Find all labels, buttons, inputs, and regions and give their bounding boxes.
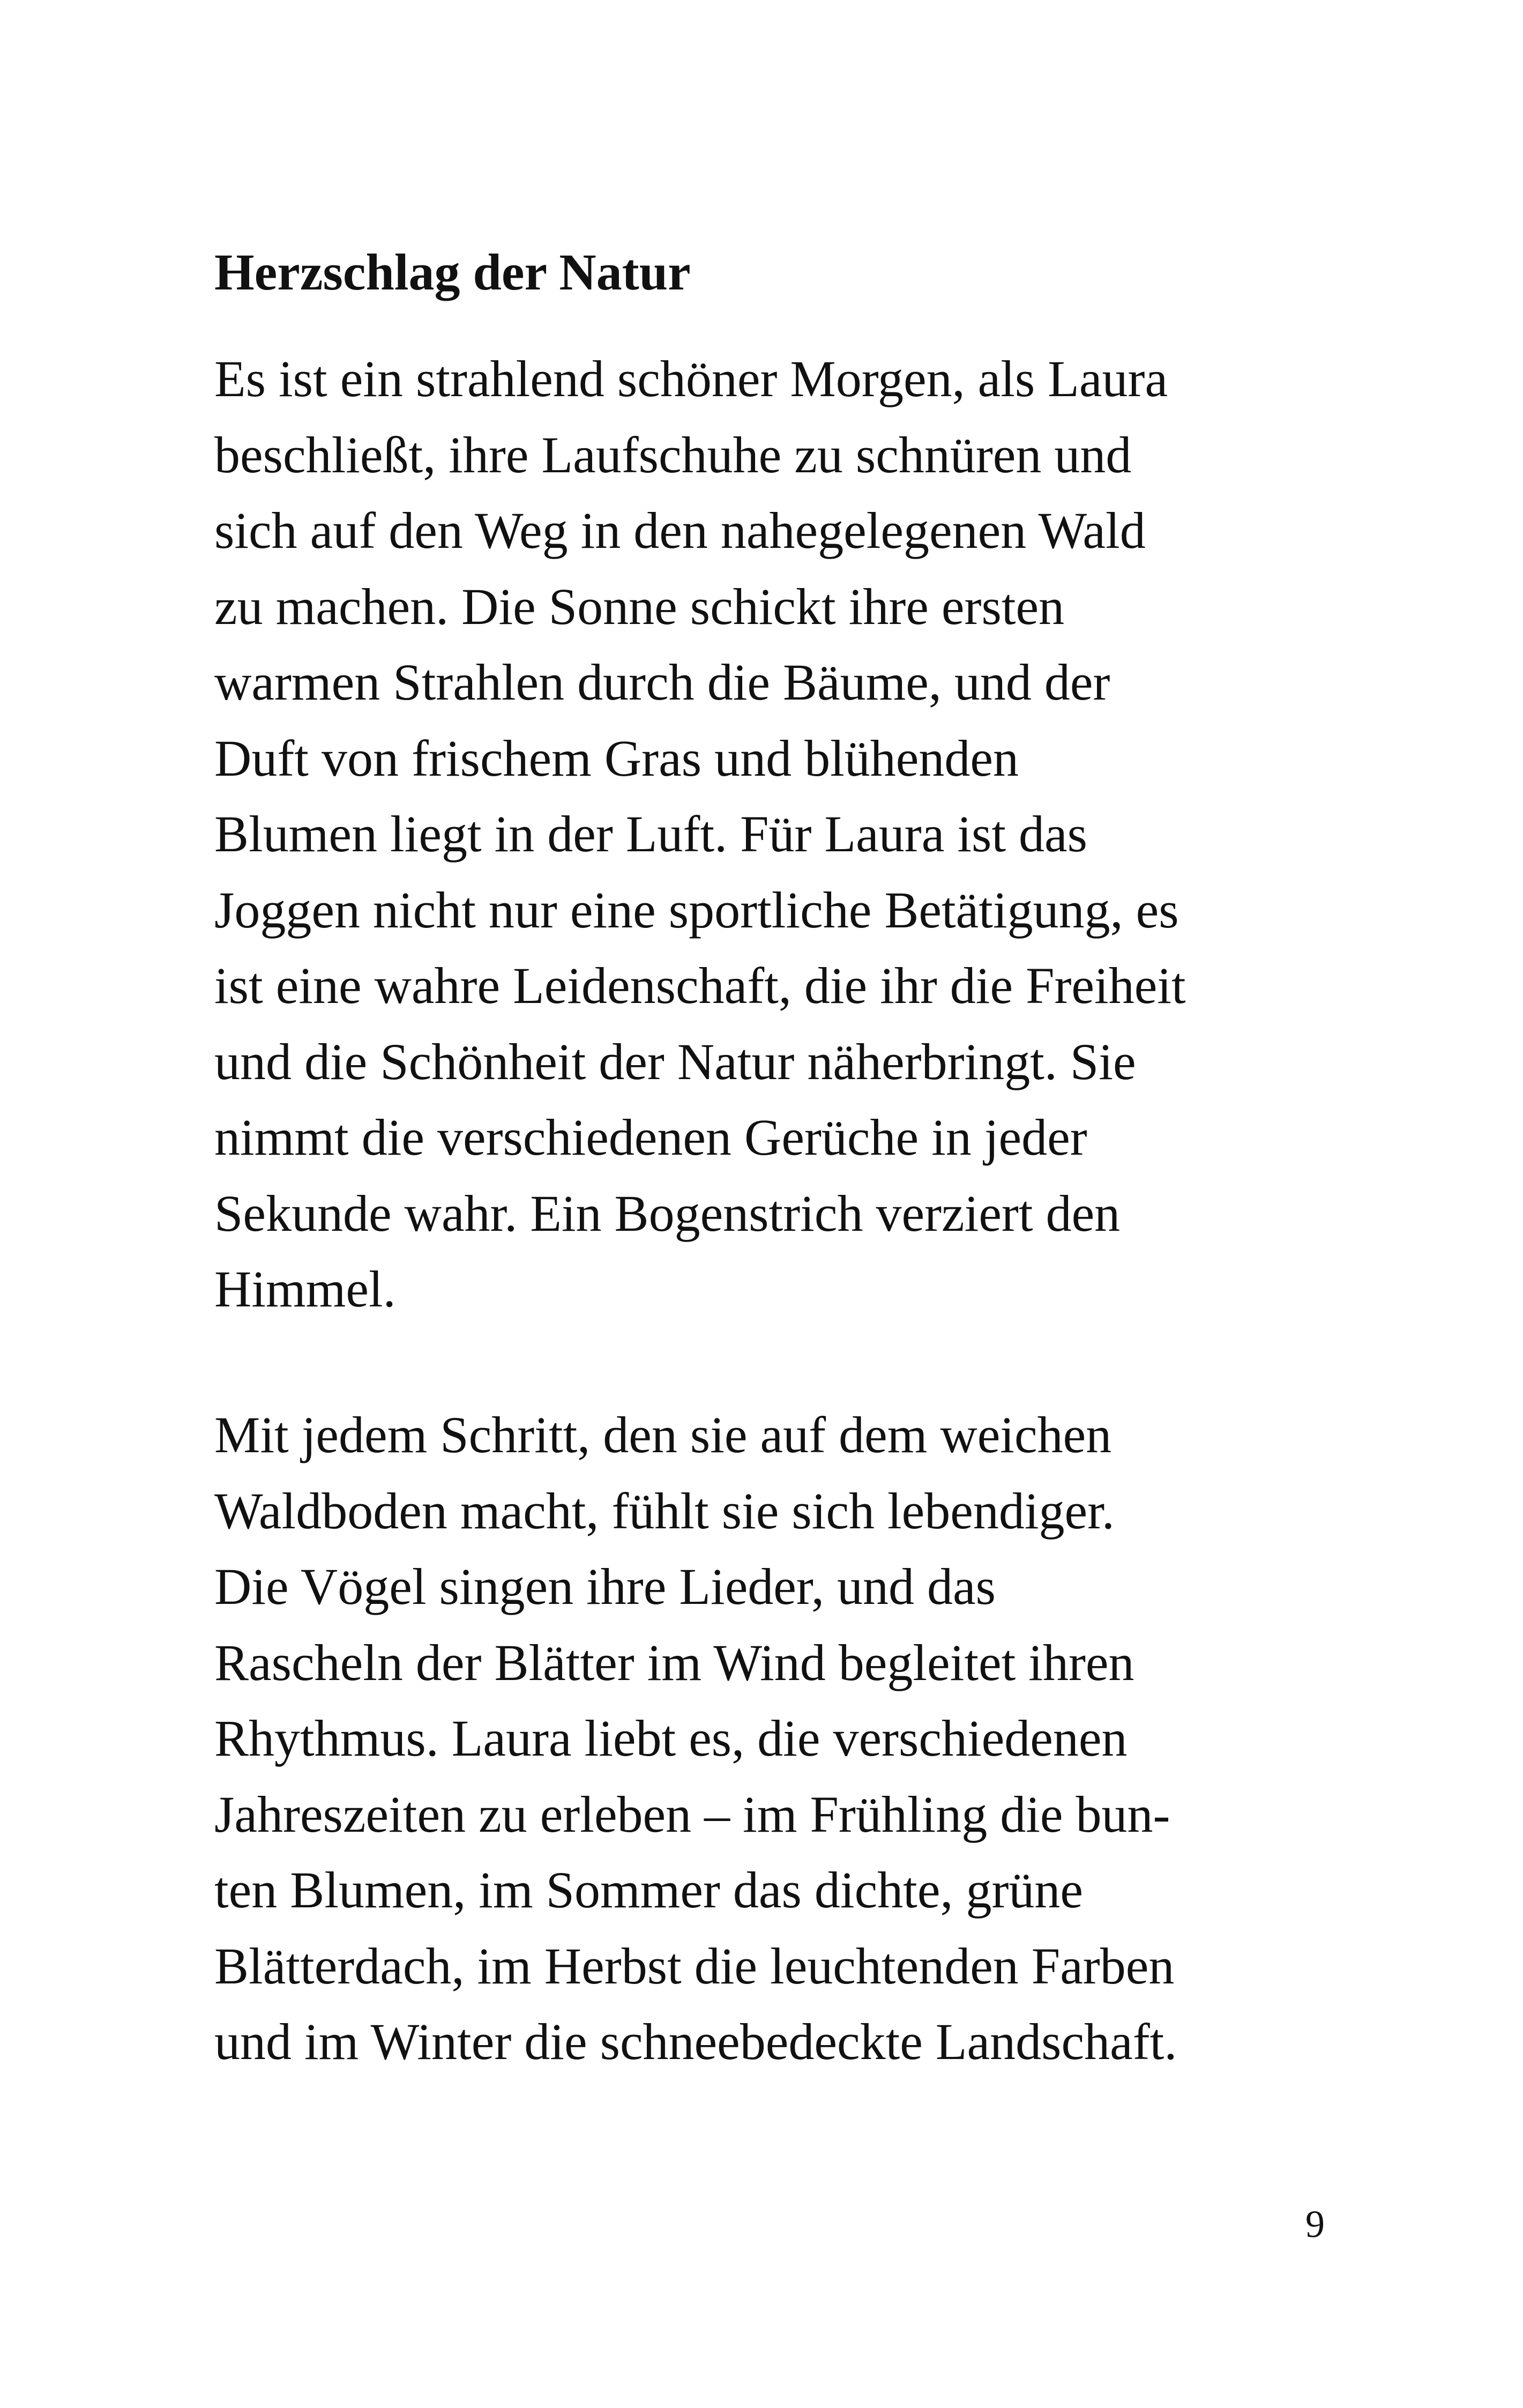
- page-number: 9: [1305, 2203, 1325, 2246]
- paragraph-1: [214, 341, 1329, 1327]
- chapter-title: Herzschlag der Natur: [214, 243, 691, 301]
- text-line: zu machen. Die Sonne schickt ihre ersten: [214, 577, 1065, 635]
- text-line: und im Winter die schneebedeckte Landschaft.: [214, 2013, 1177, 2070]
- text-line: ist eine wahre Leidenschaft, die ihr die Freiheit: [214, 957, 1186, 1014]
- text-line: Die Vögel singen ihre Lieder, und das: [214, 1558, 996, 1615]
- text-line: sich auf den Weg in den nahegelegenen Wald: [214, 502, 1146, 559]
- text-line: Waldboden macht, fühlt sie sich lebendiger.: [214, 1482, 1115, 1540]
- text-line: Himmel.: [214, 1260, 396, 1318]
- text-line: ten Blumen, im Sommer das dichte, grüne: [214, 1861, 1084, 1919]
- text-line: und die Schönheit der Natur näherbringt. Sie: [214, 1032, 1136, 1090]
- text-line: Rascheln der Blätter im Wind begleitet ihren: [214, 1633, 1134, 1691]
- text-line: Duft von frischem Gras und blühenden: [214, 729, 1019, 787]
- paragraph-2: [214, 1397, 1329, 2080]
- text-line: beschließt, ihre Laufschuhe zu schnüren und: [214, 426, 1132, 484]
- text-line: Blätterdach, im Herbst die leuchtenden Farben: [214, 1937, 1175, 1995]
- text-line: Jahreszeiten zu erleben – im Frühling die bun-: [214, 1785, 1170, 1843]
- text-line: Mit jedem Schritt, den sie auf dem weichen: [214, 1406, 1112, 1463]
- text-line: warmen Strahlen durch die Bäume, und der: [214, 653, 1110, 711]
- text-line: Rhythmus. Laura liebt es, die verschiedenen: [214, 1710, 1128, 1767]
- text-line: Blumen liegt in der Luft. Für Laura ist das: [214, 805, 1087, 863]
- text-line: Es ist ein strahlend schöner Morgen, als Laura: [214, 350, 1168, 407]
- text-line: Sekunde wahr. Ein Bogenstrich verziert den: [214, 1184, 1121, 1242]
- text-line: Joggen nicht nur eine sportliche Betätigung, es: [214, 881, 1179, 939]
- text-line: nimmt die verschiedenen Gerüche in jeder: [214, 1109, 1087, 1166]
